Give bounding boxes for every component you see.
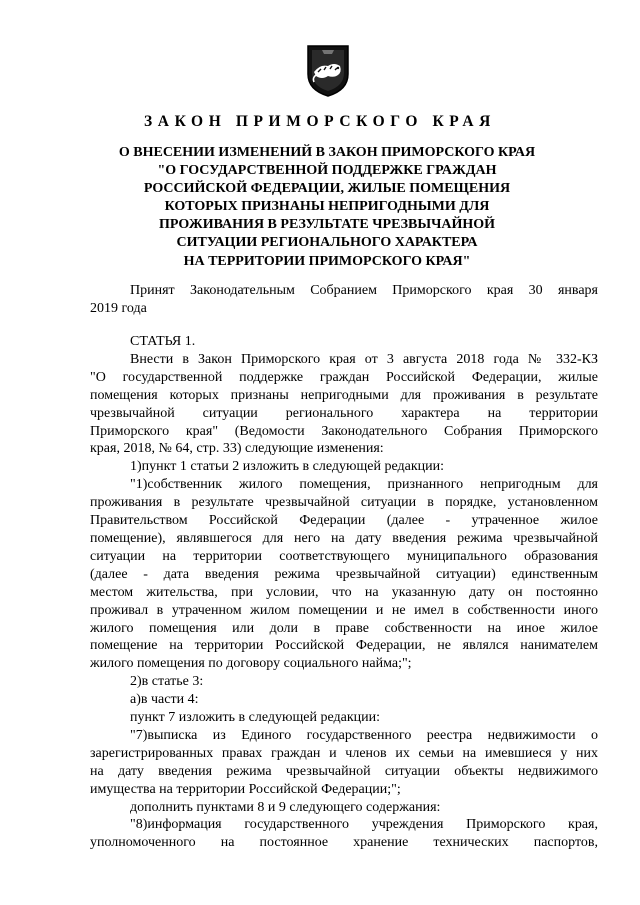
body-line: пункт 7 изложить в следующей редакции:: [130, 710, 380, 726]
law-body: [90, 333, 598, 852]
subtitle-line: ПРОЖИВАНИЯ В РЕЗУЛЬТАТЕ ЧРЕЗВЫЧАЙНОЙ: [158, 217, 496, 233]
body-line: (далее - дата введения режима чрезвычайной ситуации) единственным: [90, 566, 598, 582]
law-title: ЗАКОН ПРИМОРСКОГО КРАЯ: [144, 113, 496, 130]
body-line: "7)выписка из Единого государственного реестра недвижимости о: [130, 727, 598, 743]
body-line: помещения которых признаны непригодными для проживания в результате: [90, 387, 598, 403]
body-line: местом жительства, при условии, что на указанную дату он постоянно: [90, 584, 598, 600]
subtitle-line: НА ТЕРРИТОРИИ ПРИМОРСКОГО КРАЯ": [183, 253, 471, 269]
body-line: Приморского края" (Ведомости Законодательного Собрания Приморского: [90, 423, 598, 439]
law-subtitle: [90, 144, 564, 271]
body-line: на дату введения режима чрезвычайной ситуации объекты недвижимого: [90, 763, 598, 779]
body-line: помещение), являвшегося для него на дату введения режима чрезвычайной: [90, 530, 598, 546]
subtitle-line: КОТОРЫХ ПРИЗНАНЫ НЕПРИГОДНЫМИ ДЛЯ: [164, 199, 490, 215]
body-line: жилого помещения или доли в праве собственности на иное жилое: [90, 620, 598, 636]
adoption-line: 2019 года: [90, 301, 147, 316]
article-heading: СТАТЬЯ 1.: [130, 334, 196, 349]
body-line: 1)пункт 1 статьи 2 изложить в следующей редакции:: [130, 459, 445, 475]
adoption-note: [90, 282, 598, 318]
subtitle-line: РОССИЙСКОЙ ФЕДЕРАЦИИ, ЖИЛЫЕ ПОМЕЩЕНИЯ: [143, 181, 511, 197]
subtitle-line: СИТУАЦИИ РЕГИОНАЛЬНОГО ХАРАКТЕРА: [176, 235, 478, 251]
body-line: чрезвычайной ситуации регионального характера на территории: [90, 405, 598, 421]
body-line: уполномоченного на постоянное хранение технических паспортов,: [90, 835, 598, 851]
subtitle-line: О ВНЕСЕНИИ ИЗМЕНЕНИЙ В ЗАКОН ПРИМОРСКОГО КРАЯ: [118, 145, 536, 160]
body-line: проживал в утраченном жилом помещении и не имел в собственности иного: [90, 602, 598, 618]
body-line: "О государственной поддержке граждан Российской Федерации, жилые: [90, 369, 598, 385]
body-line: жилого помещения по договору социального найма;";: [90, 656, 412, 672]
adoption-line: Принят Законодательным Собранием Приморского края 30 января: [130, 283, 598, 298]
body-line: Внести в Закон Приморского края от 3 августа 2018 года № 332-КЗ: [130, 351, 598, 367]
subtitle-line: "О ГОСУДАРСТВЕННОЙ ПОДДЕРЖКЕ ГРАЖДАН: [157, 163, 497, 179]
primorsky-krai-coat-of-arms-icon: [304, 42, 352, 98]
body-line: ситуации на территории соответствующего муниципального образования: [90, 548, 598, 564]
body-line: Правительством Российской Федерации (далее - утраченное жилое: [90, 513, 598, 529]
body-line: 2)в статье 3:: [130, 674, 204, 690]
body-line: помещение на территории Российской Федерации, не являлся нанимателем: [90, 638, 598, 654]
body-line: а)в части 4:: [130, 692, 199, 708]
body-line: "8)информация государственного учреждения Приморского края,: [130, 817, 598, 833]
body-line: имущества на территории Российской Федерации;";: [90, 781, 401, 797]
body-line: края, 2018, № 64, стр. 33) следующие изменения:: [90, 441, 384, 457]
body-line: дополнить пунктами 8 и 9 следующего содержания:: [130, 799, 441, 815]
body-line: проживания в результате чрезвычайной ситуации в порядке, установленном: [90, 495, 598, 511]
body-line: "1)собственник жилого помещения, признанного непригодным для: [130, 477, 598, 493]
body-line: зарегистрированных правах граждан и членов их семьи на имевшиеся у них: [90, 745, 598, 761]
